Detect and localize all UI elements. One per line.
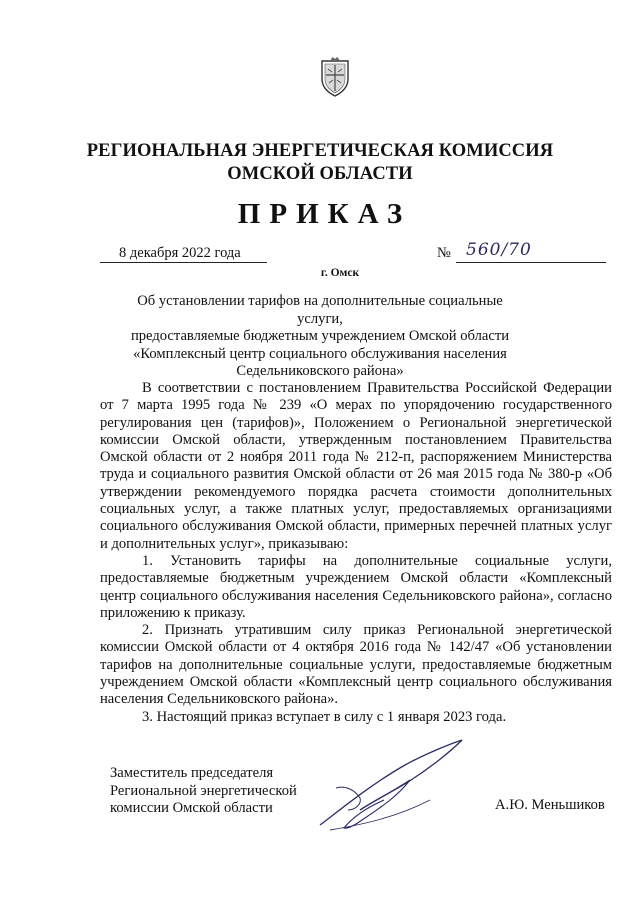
date-underline bbox=[100, 262, 267, 263]
document-city: г. Омск bbox=[320, 267, 360, 279]
subject-line: Седельниковского района» bbox=[236, 363, 404, 379]
number-sign: № bbox=[437, 245, 451, 261]
handwritten-signature bbox=[300, 730, 470, 840]
signatory-title-line: Региональной энергетической bbox=[110, 782, 297, 799]
body-paragraph-3: 3. Настоящий приказ вступает в силу с 1 января 2023 года. bbox=[142, 708, 507, 725]
subject-line: Об установлении тарифов на дополнительные социальные услуги, bbox=[137, 293, 503, 327]
signatory-name: А.Ю. Меньшиков bbox=[495, 797, 605, 813]
document-subject bbox=[130, 293, 510, 381]
signatory-title-line: Заместитель председателя bbox=[110, 765, 274, 781]
coat-of-arms-icon bbox=[319, 57, 351, 97]
body-paragraph-2: 2. Признать утратившим силу приказ Региональной энергетической комиссии Омской области от 4 октября 2016 года № 142/47 «Об установлении тарифов на дополнительные социальные услуги, предоставляемые бюджетным учреждением Омской области «Комплексный центр социального обслуживания населения Седельниковского района». bbox=[100, 622, 612, 708]
subject-line: «Комплексный центр социального обслуживания населения bbox=[133, 345, 507, 362]
document-body bbox=[100, 380, 612, 726]
organization-region: ОМСКОЙ ОБЛАСТИ bbox=[227, 164, 413, 184]
number-underline bbox=[456, 262, 606, 263]
document-date: 8 декабря 2022 года bbox=[119, 245, 241, 261]
document-number: 560/70 bbox=[466, 240, 532, 260]
body-paragraph-preamble: В соответствии с постановлением Правительства Российской Федерации от 7 марта 1995 года № 239 «О мерах по упорядочению государственного регулирования цен (тарифов)», Положением о Региональной энергетической комиссии Омской области, утвержденным постановлением Правительства Омской области от 2 ноября 2011 года № 212-п, распоряжением Министерства труда и социального развития Омской области от 26 мая 2015 года № 380-р «Об утверждении рекомендуемого порядка расчета стоимости дополнительных социальных услуг, а также платных услуг, предоставляемых организациями социального обслуживания Омской области, примерных перечней платных услуг и дополнительных услуг», приказываю: bbox=[100, 380, 612, 552]
document-type-title: ПРИКАЗ bbox=[237, 198, 412, 230]
subject-line: предоставляемые бюджетным учреждением Омской области bbox=[130, 328, 510, 344]
body-paragraph-1: 1. Установить тарифы на дополнительные социальные услуги, предоставляемые бюджетным учреждением Омской области «Комплексный центр социального обслуживания населения Седельниковского района», согласно приложению к приказу. bbox=[100, 552, 612, 621]
organization-name: РЕГИОНАЛЬНАЯ ЭНЕРГЕТИЧЕСКАЯ КОМИССИЯ bbox=[86, 141, 554, 161]
signatory-title-line: комиссии Омской области bbox=[110, 800, 273, 816]
